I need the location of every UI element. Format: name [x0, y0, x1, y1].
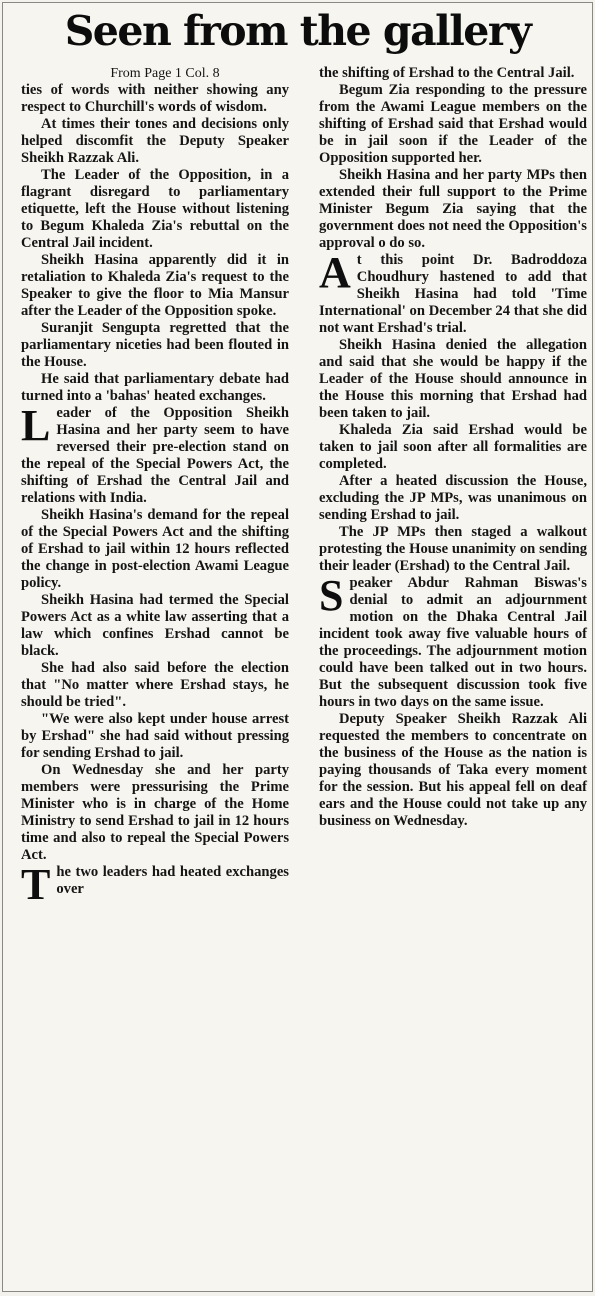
paragraph: Sheikh Hasina's demand for the repeal of the Special Powers Act and the shifting of Ershad to jail within 12 hours reflected the change in post-election Awami League policy.: [21, 507, 289, 591]
column-right: [319, 65, 587, 902]
paragraph: Sheikh Hasina denied the allegation and said that she would be happy if the Leader of the House should announce in the House this morning that Ershad had been taken to jail.: [319, 337, 587, 421]
column-left: [21, 65, 289, 909]
drop-cap: L: [21, 401, 51, 450]
drop-cap: A: [319, 248, 351, 297]
paragraph: Begum Zia responding to the pressure from the Awami League members on the shifting of Ershad said that Ershad would be in jail soon if the Leader of the Opposition supported her.: [319, 82, 587, 166]
paragraph: "We were also kept under house arrest by Ershad" she had said without pressing for sending Ershad to jail.: [21, 711, 289, 761]
paragraph: The Leader of the Opposition, in a flagrant disregard to parliamentary etiquette, left the House without listening to Begum Khaleda Zia's rebuttal on the Central Jail incident.: [21, 167, 289, 251]
drop-cap: S: [319, 571, 344, 620]
dropcap-paragraph: [319, 571, 587, 711]
paragraph: Sheikh Hasina apparently did it in retaliation to Khaleda Zia's request to the Speaker to give the floor to Mia Mansur after the Leader of the Opposition spoke.: [21, 252, 289, 319]
dateline: From Page 1 Col. 8: [110, 66, 220, 81]
paragraph: The JP MPs then staged a walkout protesting the House unanimity on sending their leader (Ershad) to the Central Jail.: [319, 524, 587, 574]
paragraph: Sheikh Hasina and her party MPs then extended their full support to the Prime Minister Begum Zia saying that the government does not need the Opposition's approval o do so.: [319, 167, 587, 251]
dropcap-text: peaker Abdur Rahman Biswas's denial to admit an adjournment motion on the Dhaka Central Jail incident took away five valuable hours of the proceedings. The adjournment motion could have been talked out in two hours. But the subsequent discussion took five hours in two days on the same issue.: [319, 575, 587, 710]
paragraph: Suranjit Sengupta regretted that the parliamentary niceties had been flouted in the House.: [21, 320, 289, 370]
paragraph: the shifting of Ershad to the Central Jail.: [319, 65, 575, 81]
dropcap-text: eader of the Opposition Sheikh Hasina and her party seem to have reversed their pre-election stand on the repeal of the Special Powers Act, the shifting of Ershad the Central Jail and relations with India.: [21, 405, 289, 506]
paragraph: He said that parliamentary debate had turned into a 'bahas' heated exchanges.: [21, 371, 289, 404]
paragraph: Sheikh Hasina had termed the Special Powers Act as a white law asserting that a law which confines Ershad cannot be black.: [21, 592, 289, 659]
paragraph: ties of words with neither showing any respect to Churchill's words of wisdom.: [21, 82, 289, 115]
dropcap-paragraph: [319, 248, 587, 337]
newspaper-clipping: [2, 2, 593, 1292]
paragraph: Khaleda Zia said Ershad would be taken to jail soon after all formalities are completed.: [319, 422, 587, 472]
paragraph: After a heated discussion the House, excluding the JP MPs, was unanimous on sending Ershad to jail.: [319, 473, 587, 523]
paragraph: She had also said before the election that "No matter where Ershad stays, he should be tried".: [21, 660, 289, 710]
dropcap-paragraph: [21, 860, 289, 909]
paragraph: On Wednesday she and her party members were pressurising the Prime Minister who is in charge of the Home Ministry to send Ershad to jail in 12 hours time and also to repeal the Special Powers Act.: [21, 762, 289, 863]
dropcap-text: he two leaders had heated exchanges over: [56, 864, 289, 897]
dropcap-paragraph: [21, 401, 289, 507]
drop-cap: T: [21, 860, 51, 909]
paragraph: Deputy Speaker Sheikh Razzak Ali requested the members to concentrate on the business of the House as the nation is paying thousands of Taka every moment for the session. But his appeal fell on deaf ears and the House could not take up any business on Wednesday.: [319, 711, 587, 829]
dropcap-text: t this point Dr. Badroddoza Choudhury hastened to add that Sheikh Hasina had told 'Time International' on December 24 that she did not want Ershad's trial.: [319, 252, 587, 336]
paragraph: At times their tones and decisions only helped discomfit the Deputy Speaker Sheikh Razzak Ali.: [21, 116, 289, 166]
headline: Seen from the gallery: [64, 7, 531, 55]
article-body: [21, 65, 589, 909]
